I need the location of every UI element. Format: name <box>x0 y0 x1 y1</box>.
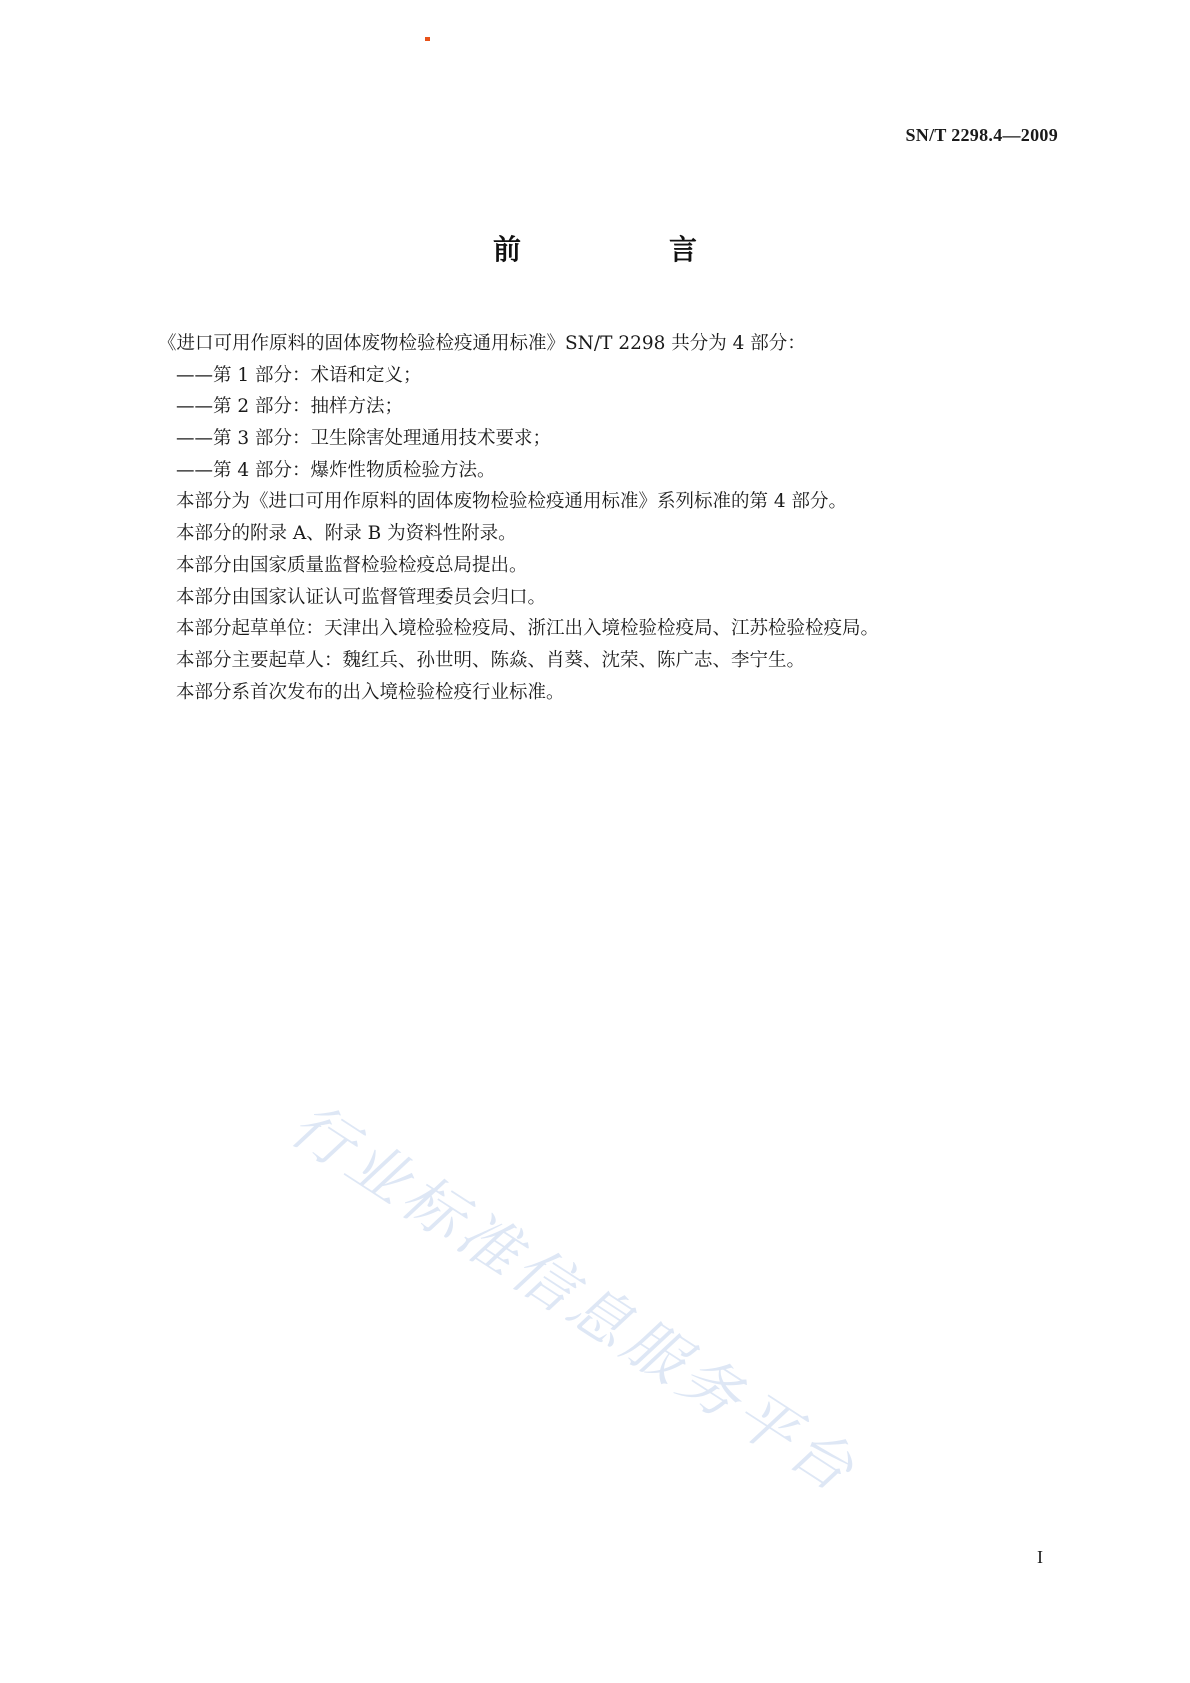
standard-code: SN/T 2298.4—2009 <box>905 125 1058 145</box>
part-item-4: ——第 4 部分：爆炸性物质检验方法。 <box>176 459 496 481</box>
paragraph-series: 本部分为《进口可用作原料的固体废物检验检疫通用标准》系列标准的第 4 部分。 <box>176 491 848 513</box>
part-item-3: ——第 3 部分：卫生除害处理通用技术要求； <box>176 428 552 450</box>
foreword-body <box>0 328 1190 708</box>
watermark-text: 行业标准信息服务平台 <box>278 1089 870 1509</box>
part-item-1: ——第 1 部分：术语和定义； <box>176 364 422 386</box>
paragraph-administrator: 本部分由国家认证认可监督管理委员会归口。 <box>176 586 547 608</box>
print-mark <box>425 37 430 41</box>
paragraph-first-release: 本部分系首次发布的出入境检验检疫行业标准。 <box>176 681 565 703</box>
page-title: 前 言 <box>492 233 757 266</box>
paragraph-annex: 本部分的附录 A、附录 B 为资料性附录。 <box>176 523 517 545</box>
part-item-2: ——第 2 部分：抽样方法； <box>176 396 404 418</box>
paragraph-drafting-units: 本部分起草单位：天津出入境检验检疫局、浙江出入境检验检疫局、江苏检验检疫局。 <box>176 618 880 640</box>
paragraph-proposer: 本部分由国家质量监督检验检疫总局提出。 <box>176 554 528 576</box>
paragraph-drafters: 本部分主要起草人：魏红兵、孙世明、陈焱、肖葵、沈荣、陈广志、李宁生。 <box>176 649 806 671</box>
intro-line: 《进口可用作原料的固体废物检验检疫通用标准》SN/T 2298 共分为 4 部分： <box>158 333 806 354</box>
page-number: I <box>1037 1547 1043 1567</box>
